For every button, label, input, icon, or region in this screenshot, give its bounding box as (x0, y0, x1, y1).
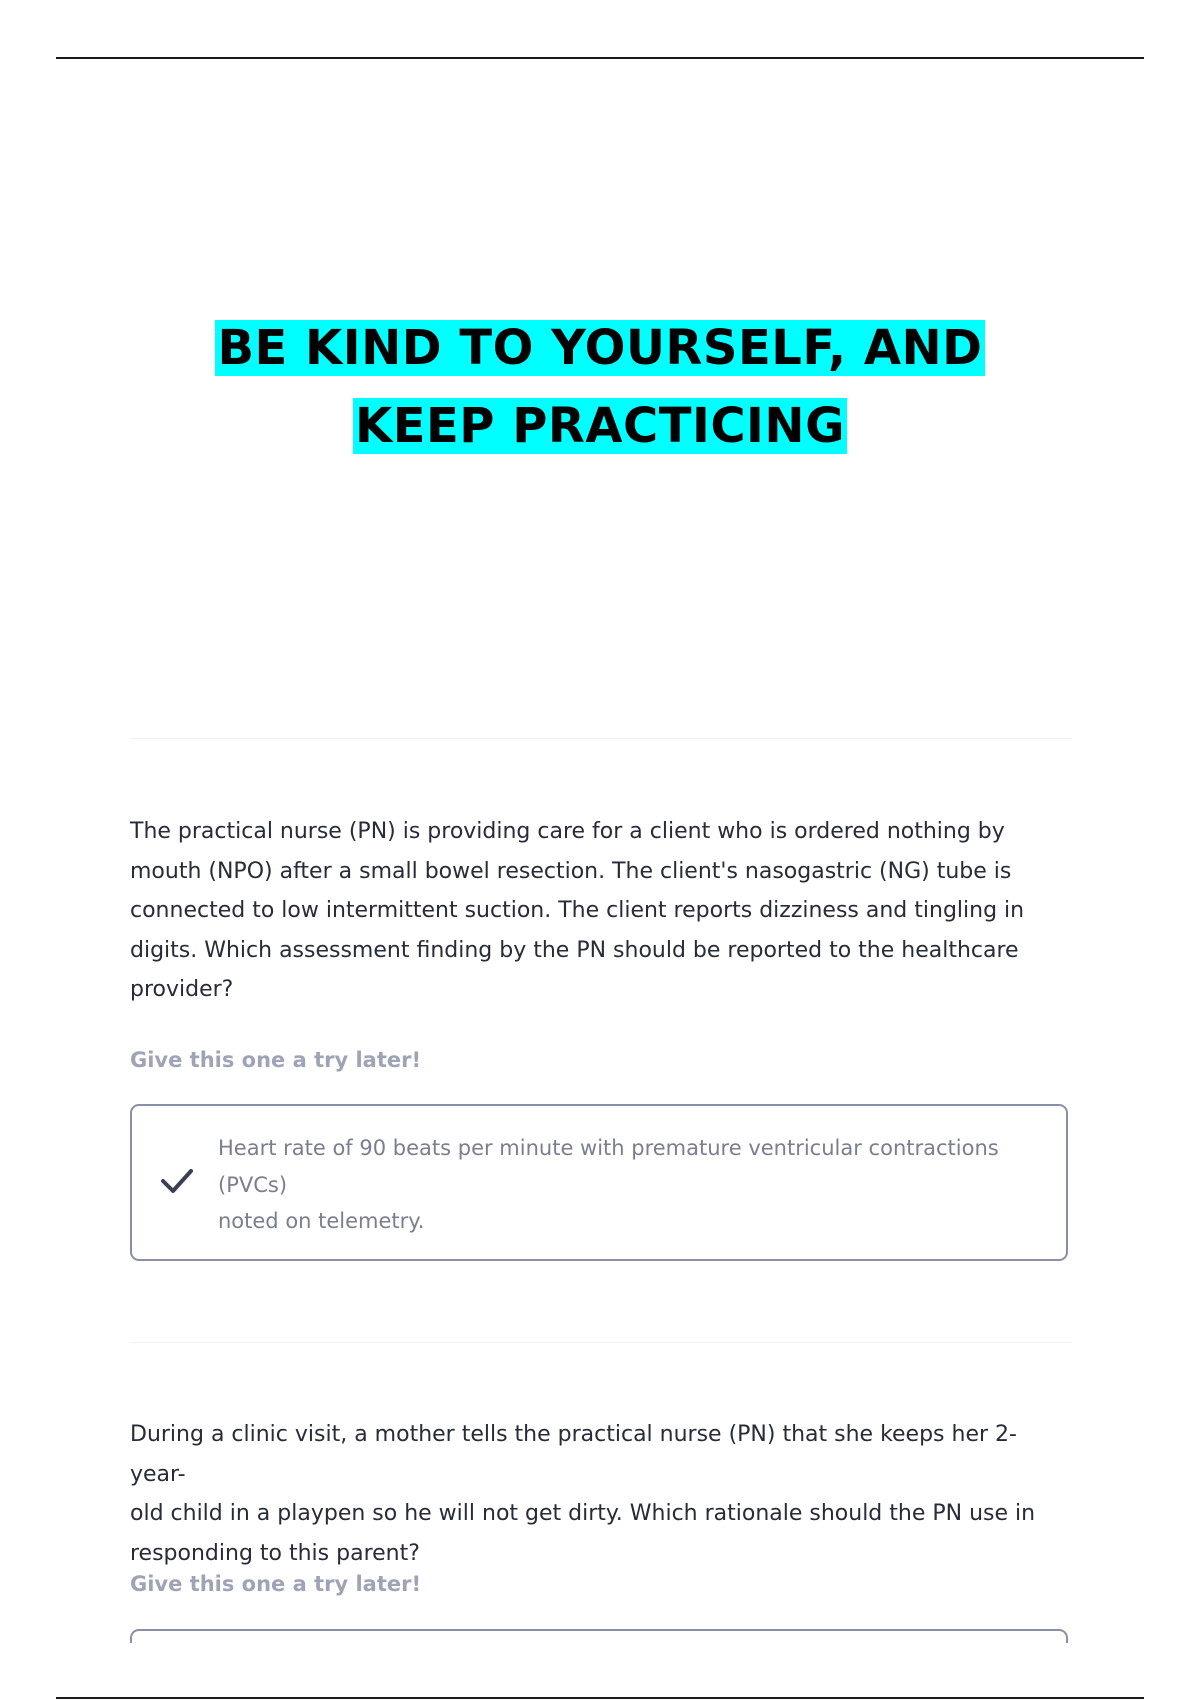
answer-option-text (218, 1130, 1048, 1240)
section-divider (130, 738, 1072, 739)
question-line: During a clinic visit, a mother tells the practical nurse (PN) that she keeps her 2-year- (130, 1422, 1017, 1487)
headline-line-1: BE KIND TO YOURSELF, AND (217, 320, 983, 376)
top-rule (56, 57, 1144, 59)
page-crop-area (100, 1643, 1100, 1693)
try-later-hint: Give this one a try later! (130, 1572, 422, 1596)
question-line: mouth (NPO) after a small bowel resection. The client's nasogastric (NG) tube is (130, 858, 1012, 884)
section-divider (130, 1342, 1072, 1343)
motivational-headline (0, 309, 1200, 465)
question-line: digits. Which assessment finding by the PN should be reported to the healthcare (130, 937, 1019, 963)
question-2-text (130, 1415, 1060, 1573)
answer-line: noted on telemetry. (218, 1209, 425, 1233)
question-line: old child in a playpen so he will not get dirty. Which rationale should the PN use in (130, 1501, 1036, 1526)
question-line: provider? (130, 977, 234, 1002)
question-1-text (130, 812, 1060, 1010)
question-line: connected to low intermittent suction. The client reports dizziness and tingling in (130, 898, 1025, 923)
question-line: responding to this parent? (130, 1540, 420, 1566)
try-later-hint: Give this one a try later! (130, 1048, 422, 1072)
question-line: The practical nurse (PN) is providing care for a client who is ordered nothing by (130, 819, 1005, 844)
answer-line: (PVCs) (218, 1172, 288, 1197)
answer-line: Heart rate of 90 beats per minute with premature ventricular contractions (218, 1136, 999, 1160)
headline-line-2: KEEP PRACTICING (355, 398, 845, 454)
checkmark-icon (160, 1166, 194, 1196)
bottom-rule (56, 1697, 1144, 1699)
answer-option-card[interactable] (130, 1104, 1068, 1261)
